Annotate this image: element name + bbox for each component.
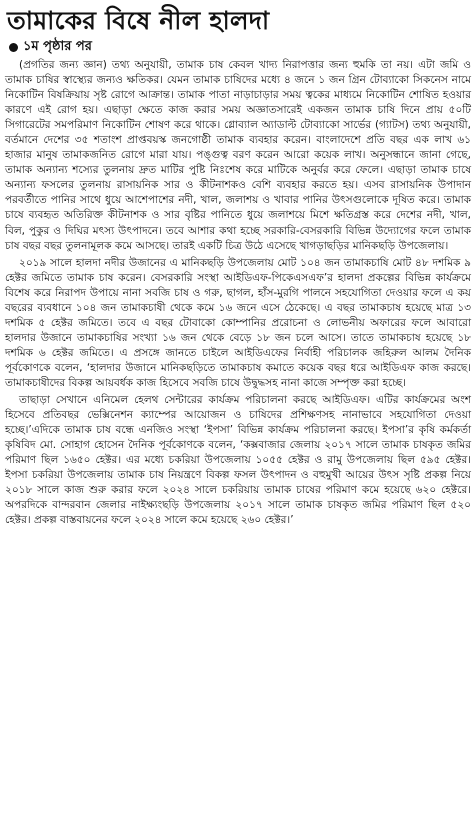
article-body: [5, 58, 471, 528]
article-headline: তামাকের বিষে নীল হালদা: [7, 6, 270, 35]
continuation-label: ১ম পৃষ্ঠার পর: [23, 39, 92, 54]
article-paragraph: তাছাড়া সেখানে এনিমেল হেলথ সেন্টারের কার্যক্রম পরিচালনা করছে আইডিএফ। এটির কার্যক্রমের অংশ হিসেবে প্রতিবছর ভেক্সিনেশন ক্যাম্পের আয়োজন ও চাষিদের প্রশিক্ষণসহ নানাভাবে সহযোগিতা দেওয়া হচ্ছে।’এদিকে তামাক চাষ বন্ধে এনজিও সংস্থা ‘ইপসা’ বিভিন্ন কার্যক্রম পরিচালনা করছে। ইপসা’র কৃষি কর্মকর্তা কৃষিবিদ মো. সোহাগ হোসেন দৈনিক পূর্বকোণকে বলেন, ‘কক্সবাজার জেলায় ২০১৭ সালে তামাক চাষকৃত জমির পরিমাণ ছিল ১৬৫০ হেক্টর। এর মধ্যে চকরিয়া উপজেলায় ১০৫৫ হেক্টর ও রামু উপজেলায় ছিল ৫৯৫ হেক্টর। ইপসা চকরিয়া উপজেলায় তামাক চাষ নিয়ন্ত্রণে বিকল্প ফসল উৎপাদন ও বহুমুখী আয়ের উৎস সৃষ্টি প্রকল্প নিয়ে ২০১৮ সালে কাজ শুরু করার ফলে ২০২৪ সালে চকরিয়ায় তামাক চাষের পরিমাণ কমে হয়েছে ৬২০ হেক্টরে। অপরদিকে বান্দরবান জেলার নাইক্ষ্যংছড়ি উপজেলায় ২০১৭ সালে তামাক চাষকৃত জমির পরিমাণ ছিল ৫২০ হেক্টর। প্রকল্প বাস্তবায়নের ফলে ২০২৪ সালে কমে হয়েছে ২৬০ হেক্টর।’: [5, 394, 471, 527]
continuation-line: [9, 39, 471, 55]
bullet-icon: [9, 43, 18, 52]
article-paragraph: ২০১৯ সালে হালদা নদীর উজানের এ মানিকছড়ি উপজেলায় মোট ১০৪ জন তামাকচাষি মোট ৪৮ দশমিক ৯ হেক্টর জমিতে তামাক চাষ করেন। বেসরকারি সংস্থা আইডিএফ-পিকেএসএফ’র হালদা প্রকল্পের বিভিন্ন কার্যক্রমে বিশেষ করে নিরাপদ উপায়ে নানা সবজি চাষ ও গরু, ছাগল, হাঁস-মুরগি পালনে সহযোগিতা দেওয়ার ফলে এ কয় বছরের ব্যবধানে ১০৪ জন তামাকচাষী থেকে কমে ১৬ জনে এসে ঠেকেছে। এ বছর তামাকচাষ হয়েছে মাত্র ১৩ দশমিক ৫ হেক্টর জমিতে। তবে এ বছর টোবাকো কোম্পানির প্ররোচনা ও লোভনীয় অফারের ফলে আবারো হালদার উজানে তামাকচাষির সংখ্যা ১৬ জন থেকে বেড়ে ১৮ জন চলে আসে। তাতে তামাকচাষ হয়েছে ১৮ দশমিক ৬ হেক্টর জমিতে। এ প্রসঙ্গে জানতে চাইলে আইডিএফের নির্বাহী পরিচালক জহিরুল আলম দৈনিক পূর্বকোণকে বলেন, ‘হালদার উজানে মানিকছড়িতে তামাকচাষ কমাতে কয়েক বছর ধরে আইডিএফ কাজ করছে। তামাকচাষীদের বিকল্প আয়বর্ধক কাজ হিসেবে সবজি চাষে উদ্বুদ্ধসহ নানা কাজে সম্পৃক্ত করা হচ্ছে।: [5, 256, 471, 389]
article-paragraph: (প্রগতির জন্য জ্ঞান) তথ্য অনুযায়ী, তামাক চাষ কেবল খাদ্য নিরাপত্তার জন্য হুমকি তা নয়। এটা জমি ও তামাক চাষির স্বাস্থ্যের জন্যও ক্ষতিকর। যেমন তামাক চাষিদের মধ্যে ৪ জনে ১ জন গ্রিন টোব্যাকো সিকনেস নামে নিকোটিন বিষক্রিয়ায় সৃষ্ট রোগে আক্রান্ত। তামাক পাতা নাড়াচাড়ার সময় ত্বকের মাধ্যমে নিকোটিন শোষিত হওয়ার কারণে এই রোগ হয়। এছাড়া ক্ষেতে কাজ করার সময় অজ্ঞাতসারেই একজন তামাক চাষি দিনে প্রায় ৫০টি সিগারেটের সমপরিমাণ নিকোটিন শোষণ করে থাকে। গ্লোব্যাল অ্যাডাল্ট টোব্যাকো সার্ভের (গ্যাটস) তথ্য অনুযায়ী, বর্তমানে দেশের ৩৫ শতাংশ প্রাপ্তবয়স্ক জনগোষ্ঠী তামাক ব্যবহার করেন। বাংলাদেশে প্রতি বছর এক লাখ ৬১ হাজার মানুষ তামাকজনিত রোগে মারা যায়। পঙ্গুত্ব বরণ করেন আরো কয়েক লাখ। অনুসন্ধানে জানা গেছে, তামাক অন্যান্য শস্যের তুলনায় দ্রুত মাটির পুষ্টি নিঃশেষ করে মাটিকে অনুর্বর করে ফেলে। এছাড়া তামাক চাষে অন্যান্য ফসলের তুলনায় রাসায়নিক সার ও কীটনাশকও বেশি ব্যবহার করতে হয়। এসব রাসায়নিক উপাদান পরবর্তীতে পানির সাথে ধুয়ে আশেপাশের নদী, খাল, জলাশয় ও খাবার পানির উৎসগুলোকে দূষিত করে। তামাক চাষে ব্যবহৃত অতিরিক্ত কীটনাশক ও সার বৃষ্টির পানিতে ধুয়ে জলাশয়ে মিশে ক্ষতিগ্রস্ত করে দেশের নদী, খাল, বিল, পুকুর ও দিঘির মৎস্য উৎপাদনে। তবে আশার কথা হচ্ছে সরকারি-বেসরকারি বিভিন্ন উদ্যোগের ফলে তামাক চাষ বছর বছর তুলনামূলক কমে আসছে। তারই একটি চিত্র উঠে এসেছে খাগড়াছড়ির মানিকছড়ি উপজেলায়।: [5, 59, 472, 252]
